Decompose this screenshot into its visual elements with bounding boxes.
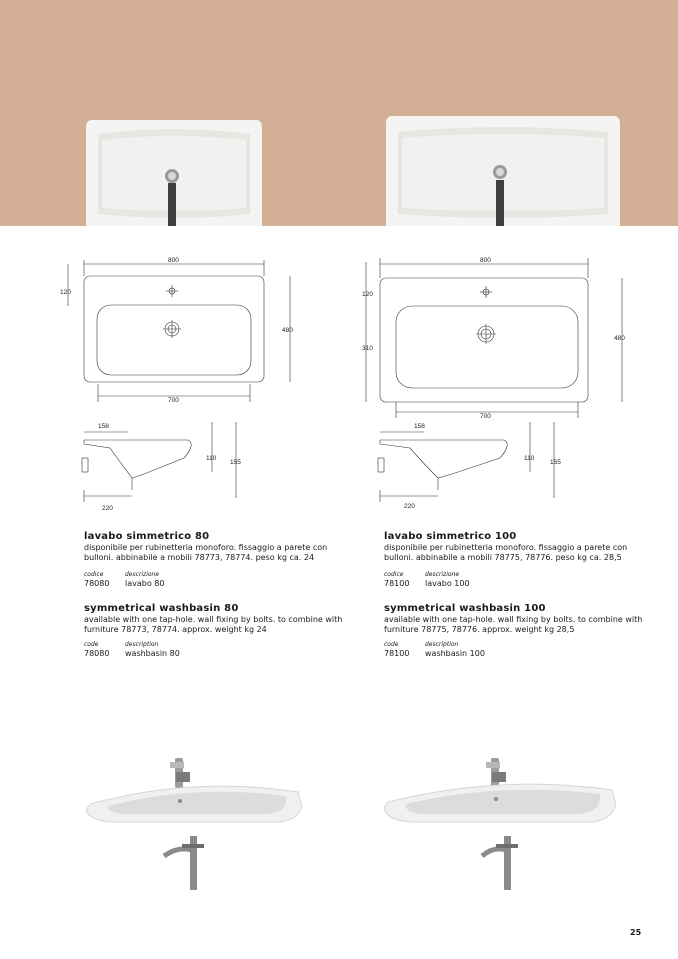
code-label-it: codice <box>384 571 404 578</box>
dim-tap-100: 120 <box>362 291 373 298</box>
dim-bowl-100: 310 <box>362 345 373 352</box>
product-100-title-it: lavabo simmetrico 100 <box>384 531 517 542</box>
dim-profile-c-80: 155 <box>230 459 241 466</box>
product-80-code-en: 78080 <box>84 649 110 658</box>
product-80-code-it: 78080 <box>84 579 110 588</box>
dim-profile-c-100: 155 <box>550 459 561 466</box>
washbasin-80-photo-bottom <box>82 752 308 892</box>
product-100-code-en: 78100 <box>384 649 410 658</box>
dim-profile-d-100: 220 <box>404 503 415 510</box>
washbasin-80-profile-drawing <box>60 418 260 514</box>
product-80-info <box>84 531 354 659</box>
dim-depth-80: 480 <box>282 327 293 334</box>
dim-inner-100: 700 <box>480 413 491 420</box>
dim-profile-b-100: 110 <box>524 455 535 462</box>
dim-inner-80: 700 <box>168 397 179 404</box>
washbasin-100-photo-top <box>384 114 622 226</box>
desc-label-it: descrizione <box>125 571 160 578</box>
product-100-desc-en-line1: available with one tap-hole. wall fixing by bolts. to combine with <box>384 615 643 624</box>
code-label-it: codice <box>84 571 104 578</box>
product-100-desc-it-line2: bulloni. abbinabile a mobili 78775, 78776. peso kg ca. 28,5 <box>384 553 622 562</box>
product-100-desc-en-line2: furniture 78775, 78776. approx. weight kg 28,5 <box>384 625 575 634</box>
washbasin-80-photo-top <box>84 118 264 226</box>
product-80-title-it: lavabo simmetrico 80 <box>84 531 210 542</box>
product-100-name-en: washbasin 100 <box>425 649 485 658</box>
product-100-info <box>384 531 654 659</box>
page-number: 25 <box>630 928 642 937</box>
desc-label-it: descrizione <box>425 571 460 578</box>
product-80-name-en: washbasin 80 <box>125 649 180 658</box>
product-80-title-en: symmetrical washbasin 80 <box>84 603 239 614</box>
dim-profile-d-80: 220 <box>102 505 113 512</box>
dim-profile-a-100: 158 <box>414 423 425 430</box>
dim-profile-a-80: 158 <box>98 423 109 430</box>
washbasin-100-photo-bottom <box>380 752 620 892</box>
product-80-name-it: lavabo 80 <box>125 579 165 588</box>
desc-label-en: description <box>425 641 459 648</box>
product-100-code-it: 78100 <box>384 579 410 588</box>
washbasin-100-profile-drawing <box>356 418 576 514</box>
product-100-title-en: symmetrical washbasin 100 <box>384 603 546 614</box>
dim-profile-b-80: 110 <box>206 455 217 462</box>
washbasin-100-top-view-drawing <box>356 254 636 422</box>
product-80-desc-en-line2: furniture 78773, 78774. approx. weight kg 24 <box>84 625 267 634</box>
product-80-desc-en-line1: available with one tap-hole. wall fixing by bolts. to combine with <box>84 615 343 624</box>
dim-width-80: 800 <box>168 257 179 264</box>
product-80-desc-it-line1: disponibile per rubinetteria monoforo. fissaggio a parete con <box>84 543 328 552</box>
code-label-en: code <box>84 641 99 648</box>
desc-label-en: description <box>125 641 159 648</box>
washbasin-80-top-view-drawing <box>60 256 310 406</box>
product-80-desc-it-line2: bulloni. abbinabile a mobili 78773, 78774. peso kg ca. 24 <box>84 553 315 562</box>
dim-width-100: 800 <box>480 257 491 264</box>
code-label-en: code <box>384 641 399 648</box>
dim-tap-80: 120 <box>60 289 71 296</box>
dim-depth-100: 480 <box>614 335 625 342</box>
product-100-desc-it-line1: disponibile per rubinetteria monoforo. fissaggio a parete con <box>384 543 628 552</box>
product-100-name-it: lavabo 100 <box>425 579 470 588</box>
